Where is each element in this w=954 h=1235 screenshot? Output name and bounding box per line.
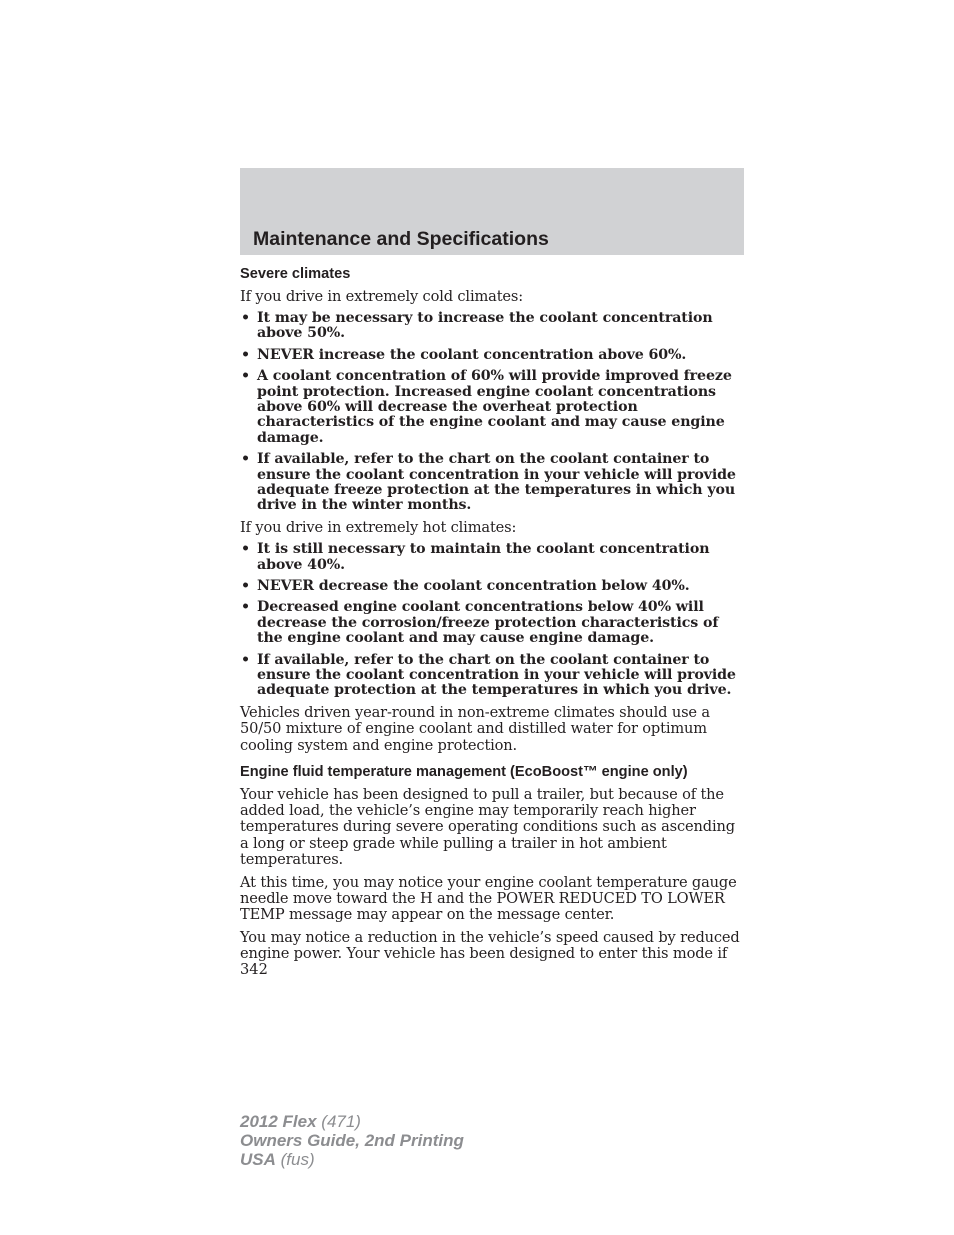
list-item-text: If available, refer to the chart on the coolant container to ensure the coolant concentration in your vehicle will provide adequate freeze protection at the temperatures in which you drive in the winter months. (257, 451, 736, 514)
list-item-text: It is still necessary to maintain the coolant concentration above 40%. (257, 541, 710, 573)
page-content (240, 266, 744, 969)
list-item (240, 579, 744, 594)
severe-climates-heading: Severe climates (240, 266, 351, 282)
non-extreme-climates-paragraph: Vehicles driven year-round in non-extreme climates should use a 50/50 mixture of engine coolant and distilled water for optimum cooling system and engine protection. (240, 703, 710, 754)
bullet-icon: • (241, 578, 250, 594)
footer-model: 2012 Flex (240, 1112, 317, 1131)
list-item (240, 348, 744, 363)
engine-fluid-heading: Engine fluid temperature management (EcoBoost™ engine only) (240, 764, 688, 781)
list-item-text: If available, refer to the chart on the coolant container to ensure the coolant concentration in your vehicle will provide adequate protection at the temperatures in which you drive. (257, 651, 736, 699)
cold-climates-list (240, 311, 744, 514)
footer-line (240, 1150, 464, 1169)
bullet-icon: • (241, 346, 250, 363)
list-item (240, 369, 744, 446)
engine-fluid-paragraph: Your vehicle has been designed to pull a trailer, but because of the added load, the vehicle’s engine may temporarily reach higher temperatures during severe operating conditions such as ascending a long or steep grade while pulling a trailer in hot ambient temperatures. (240, 785, 735, 869)
bullet-icon: • (241, 599, 250, 616)
list-item-text: NEVER increase the coolant concentration above 60%. (257, 346, 687, 363)
list-item-text: A coolant concentration of 60% will provide improved freeze point protection. Increased engine coolant concentrations above 60% will decrease the overheat protection characteristics of the engine coolant and may cause engine damage. (257, 368, 732, 446)
bullet-icon: • (241, 651, 250, 668)
list-item (240, 542, 744, 573)
list-item (240, 600, 744, 646)
hot-climates-intro: If you drive in extremely hot climates: (240, 518, 517, 536)
list-item (240, 311, 744, 342)
list-item (240, 653, 744, 699)
cold-climates-intro: If you drive in extremely cold climates: (240, 287, 524, 305)
list-item-text: It may be necessary to increase the coolant concentration above 50%. (257, 309, 713, 342)
engine-fluid-paragraph: You may notice a reduction in the vehicle’s speed caused by reduced engine power. Your vehicle has been designed to enter this mode if (240, 928, 740, 963)
footer-edition: Owners Guide, 2nd Printing (240, 1131, 464, 1150)
footer-model-code: (471) (316, 1112, 361, 1131)
list-item (240, 452, 744, 514)
hot-climates-list (240, 542, 744, 699)
page-number: 342 (240, 961, 268, 978)
footer-market-code: (fus) (275, 1150, 315, 1169)
bullet-icon: • (241, 541, 250, 558)
list-item-text: NEVER decrease the coolant concentration below 40%. (257, 578, 690, 594)
list-item-text: Decreased engine coolant concentrations below 40% will decrease the corrosion/freeze protection characteristics of the engine coolant and may cause engine damage. (257, 599, 719, 647)
footer-market: USA (240, 1150, 276, 1169)
engine-fluid-paragraph: At this time, you may notice your engine coolant temperature gauge needle move toward the H and the POWER REDUCED TO LOWER TEMP message may appear on the message center. (240, 873, 737, 924)
document-footer (240, 1112, 464, 1169)
section-title: Maintenance and Specifications (253, 228, 549, 250)
footer-line (240, 1112, 464, 1131)
bullet-icon: • (241, 368, 250, 385)
bullet-icon: • (241, 309, 250, 326)
bullet-icon: • (241, 451, 250, 468)
footer-line (240, 1131, 464, 1150)
